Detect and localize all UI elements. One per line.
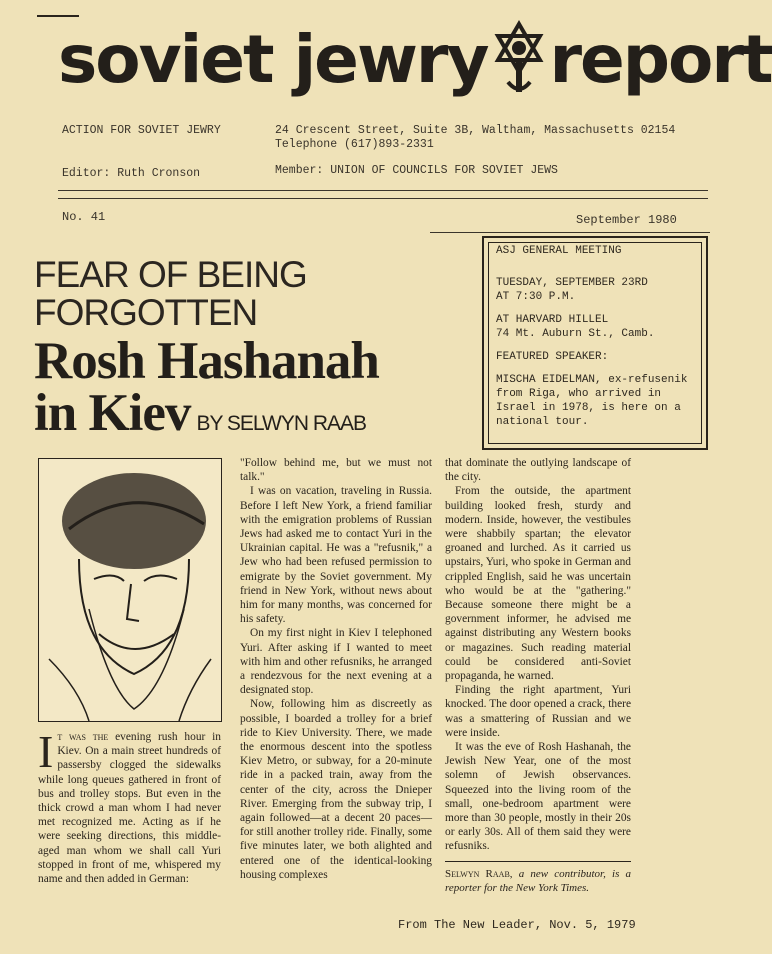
speaker-text: MISCHA EIDELMAN, ex-refusenik from Riga, who arrived in Israel in 1978, is here on a national tour. bbox=[496, 374, 688, 428]
star-of-david-emblem-icon bbox=[488, 20, 550, 100]
credit-text: a new contributor, is a reporter for the New York Times. bbox=[445, 867, 632, 894]
credit-rule bbox=[445, 861, 631, 862]
article-col-1 bbox=[38, 726, 221, 886]
kicker-line-2: FORGOTTEN bbox=[34, 292, 258, 333]
title-line-2-row bbox=[34, 384, 379, 450]
source-note: From The New Leader, Nov. 5, 1979 bbox=[398, 918, 636, 932]
byline: BY SELWYN RAAB bbox=[196, 412, 367, 435]
org-address: 24 Crescent Street, Suite 3B, Waltham, Massachusetts 02154 bbox=[275, 124, 676, 137]
lead-words: t was the bbox=[57, 731, 109, 743]
col3-paragraph-3: Finding the right apartment, Yuri knocked. The door opened a crack, there was a smattering of Russian and we were inside. bbox=[445, 684, 631, 739]
header-rule-1 bbox=[58, 190, 708, 191]
author-credit bbox=[445, 867, 631, 895]
col3-paragraph-2: From the outside, the apartment building looked fresh, sturdy and modern. Inside, however, the vestibules were shabbily spartan; the elevator groaned and lurched. As it carried us upstairs, Yuri, who spoke in German and crippled English, said he was uncertain who would be at the "gathering." Because someone there might be a government informer, he advised me against distributing any Western books or magazines. Such reading material could be considered anti-Soviet propaganda, he warned. bbox=[445, 485, 631, 683]
meeting-when-2: AT 7:30 P.M. bbox=[496, 291, 576, 303]
headline-title bbox=[34, 332, 379, 450]
article-col-2 bbox=[240, 456, 432, 882]
masthead-right: report bbox=[549, 21, 772, 98]
org-telephone: Telephone (617)893-2331 bbox=[275, 138, 434, 151]
title-line-1: Rosh Hashanah bbox=[34, 332, 379, 390]
issue-date: September 1980 bbox=[576, 213, 677, 227]
meeting-when bbox=[496, 276, 706, 304]
col3-paragraph-1: that dominate the outlying landscape of the city. bbox=[445, 457, 631, 484]
issue-number: No. 41 bbox=[62, 210, 106, 224]
header-rule-2 bbox=[58, 198, 708, 199]
col1-paragraph: evening rush hour in Kiev. On a main street hundreds of passersby clogged the sidewalks while long queues gathered in front of bus and trolley stops. But even in the thick crowd a man whom I had never met recognized me. Acting as if he were seeking directions, this middle-aged man whom we shall call Yuri stopped in front of me, whispered my name and then added in German: bbox=[38, 731, 221, 886]
meeting-where-2: 74 Mt. Auburn St., Camb. bbox=[496, 328, 655, 340]
col2-paragraph-4: Now, following him as discreetly as possible, I boarded a trolley for a brief ride to Kiev University. There, we made the enormous descent into the spotless Kiev Metro, or subway, for a 20-minute ride in a packed train, away from the center of the city, across the Dnieper River. Emerging from the subway trip, I again followed—at a decent 20 paces—for still another trolley ride. Finally, some five minutes later, we both alighted and entered one of the identical-looking housing complexes bbox=[240, 698, 432, 881]
corner-dash bbox=[37, 15, 79, 17]
meeting-where bbox=[496, 313, 706, 341]
meeting-box-text bbox=[496, 244, 706, 438]
col3-paragraph-4: It was the eve of Rosh Hashanah, the Jewish New Year, one of the most solemn of Jewish observances. Squeezed into the living room of the small, one-bedroom apartment were more than 30 people, mostly in their 20s or early 30s. All of them said they were refusniks. bbox=[445, 741, 631, 853]
article-col-3 bbox=[445, 456, 631, 895]
headline-kicker bbox=[34, 256, 307, 332]
meeting-title: ASJ GENERAL MEETING bbox=[496, 245, 622, 257]
title-line-2: in Kiev bbox=[34, 384, 191, 442]
credit-name: Selwyn Raab, bbox=[445, 867, 513, 880]
meeting-when-1: TUESDAY, SEPTEMBER 23RD bbox=[496, 277, 648, 289]
article-lead-paragraph bbox=[38, 726, 221, 886]
portrait-illustration bbox=[38, 458, 222, 722]
editor-line: Editor: Ruth Cronson bbox=[62, 167, 201, 180]
col2-paragraph-3: On my first night in Kiev I telephoned Yuri. After asking if I wanted to meet with him and other refusniks, he arranged a rendezvous for the next evening at a designated stop. bbox=[240, 627, 432, 697]
kicker-line-1: FEAR OF BEING bbox=[34, 254, 307, 295]
member-line: Member: UNION OF COUNCILS FOR SOVIET JEWS bbox=[275, 164, 558, 177]
col2-paragraph-2: I was on vacation, traveling in Russia. Before I left New York, a friend familiar with the emigration problems of Russian Jews had asked me to contact Yuri in the Ukrainian capital. He was a "refusnik," a Jew who had been refused permission to emigrate by the Soviet government. My friend in New York, without news about him for many months, was concerned for his safety. bbox=[240, 485, 432, 626]
date-rule bbox=[430, 232, 710, 233]
masthead bbox=[58, 20, 772, 100]
meeting-where-1: AT HARVARD HILLEL bbox=[496, 314, 609, 326]
org-name: ACTION FOR SOVIET JEWRY bbox=[62, 124, 221, 137]
speaker-label: FEATURED SPEAKER: bbox=[496, 351, 609, 363]
col2-paragraph-1: "Follow behind me, but we must not talk." bbox=[240, 457, 432, 484]
drop-cap: I bbox=[38, 726, 54, 777]
masthead-left: soviet jewry bbox=[58, 21, 488, 98]
